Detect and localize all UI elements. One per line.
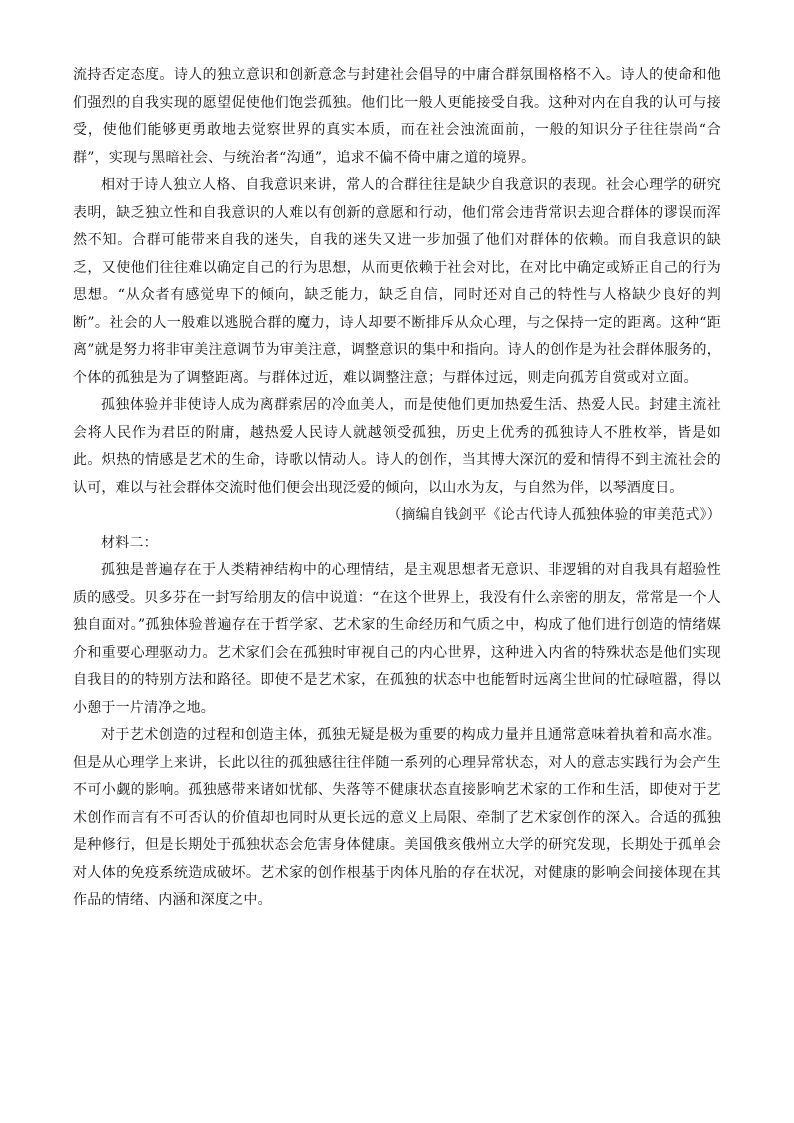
source-citation: （摘编自钱剑平《论古代诗人孤独体验的审美范式》）: [387, 507, 721, 523]
paragraph-3: 孤独体验并非使诗人成为离群索居的冷血美人，而是使他们更加热爱生活、热爱人民。封建主流社会将人民作为君臣的附庸，越热爱人民诗人就越领受孤独，历史上优秀的孤独诗人不胜枚举，皆是如此。炽热的情感是艺术的生命，诗歌以情动人。诗人的创作，当其博大深沉的爱和情得不到主流社会的认可，难以与社会群体交流时他们便会出现泛爱的倾向，以山水为友，与自然为伴，以琴酒度日。: [73, 397, 721, 496]
paragraph-2: 相对于诗人独立人格、自我意识来讲，常人的合群往往是缺少自我意识的表现。社会心理学的研究表明，缺乏独立性和自我意识的人难以有创新的意愿和行动，他们常会违背常识去迎合群体的谬误而浑然不知。合群可能带来自我的迷失，自我的迷失又进一步加强了他们对群体的依赖。而自我意识的缺乏，又使他们往往难以确定自己的行为思想，从而更依赖于社会对比，在对比中确定或矫正自己的行为思想。“从众者有感觉卑下的倾向，缺乏能力，缺乏自信，同时还对自己的特性与人格缺少良好的判断”。社会的人一般难以逃脱合群的魔力，诗人却要不断排斥从众心理，与之保持一定的距离。这种“距离”就是努力将非审美注意调节为审美注意，调整意识的集中和指向。诗人的创作是为社会群体服务的，个体的孤独是为了调整距离。与群体过近，难以调整注意；与群体过远，则走向孤芳自赏或对立面。: [73, 177, 721, 386]
material-label: 材料二：: [101, 534, 158, 551]
paragraph-5: 对于艺术创造的过程和创造主体，孤独无疑是极为重要的构成力量并且通常意味着执着和高水准。但是从心理学上来讲，长此以往的孤独感往往伴随一系列的心理异常状态，对人的意志实践行为会产生不可小觑的影响。孤独感带来诸如忧郁、失落等不健康状态直接影响艺术家的工作和生活，即使对于艺术创作而言有不可否认的价值却也同时从更长远的意义上局限、牵制了艺术家创作的深入。合适的孤独是种修行，但是长期处于孤独状态会危害身体健康。美国俄亥俄州立大学的研究发现，长期处于孤单会对人体的免疫系统造成破坏。艺术家的创作根基于肉体凡胎的存在状况，对健康的影响会间接体现在其作品的情绪、内涵和深度之中。: [73, 727, 721, 908]
paragraph-1: 流持否定态度。诗人的独立意识和创新意念与封建社会倡导的中庸合群氛围格格不入。诗人的使命和他们强烈的自我实现的愿望促使他们饱尝孤独。他们比一般人更能接受自我。这种对内在自我的认可与接受，使他们能够更勇敢地去觉察世界的真实本质，而在社会浊流面前，一般的知识分子往往崇尚“合群”，实现与黑暗社会、与统治者“沟通”，追求不偏不倚中庸之道的境界。: [73, 67, 721, 166]
document-body: [73, 62, 721, 915]
paragraph-4: 孤独是普遍存在于人类精神结构中的心理情结，是主观思想者无意识、非逻辑的对自我具有超验性质的感受。贝多芬在一封写给朋友的信中说道：“在这个世界上，我没有什么亲密的朋友，常常是一个人独自面对。”孤独体验普遍存在于哲学家、艺术家的生命经历和气质之中，构成了他们进行创造的情绪媒介和重要心理驱动力。艺术家们会在孤独时审视自己的内心世界，这种进入内省的特殊状态是他们实现自我目的的特别方法和路径。即使不是艺术家，在孤独的状态中也能暂时远离尘世间的忙碌喧嚣，得以小憩于一片清净之地。: [73, 562, 721, 716]
